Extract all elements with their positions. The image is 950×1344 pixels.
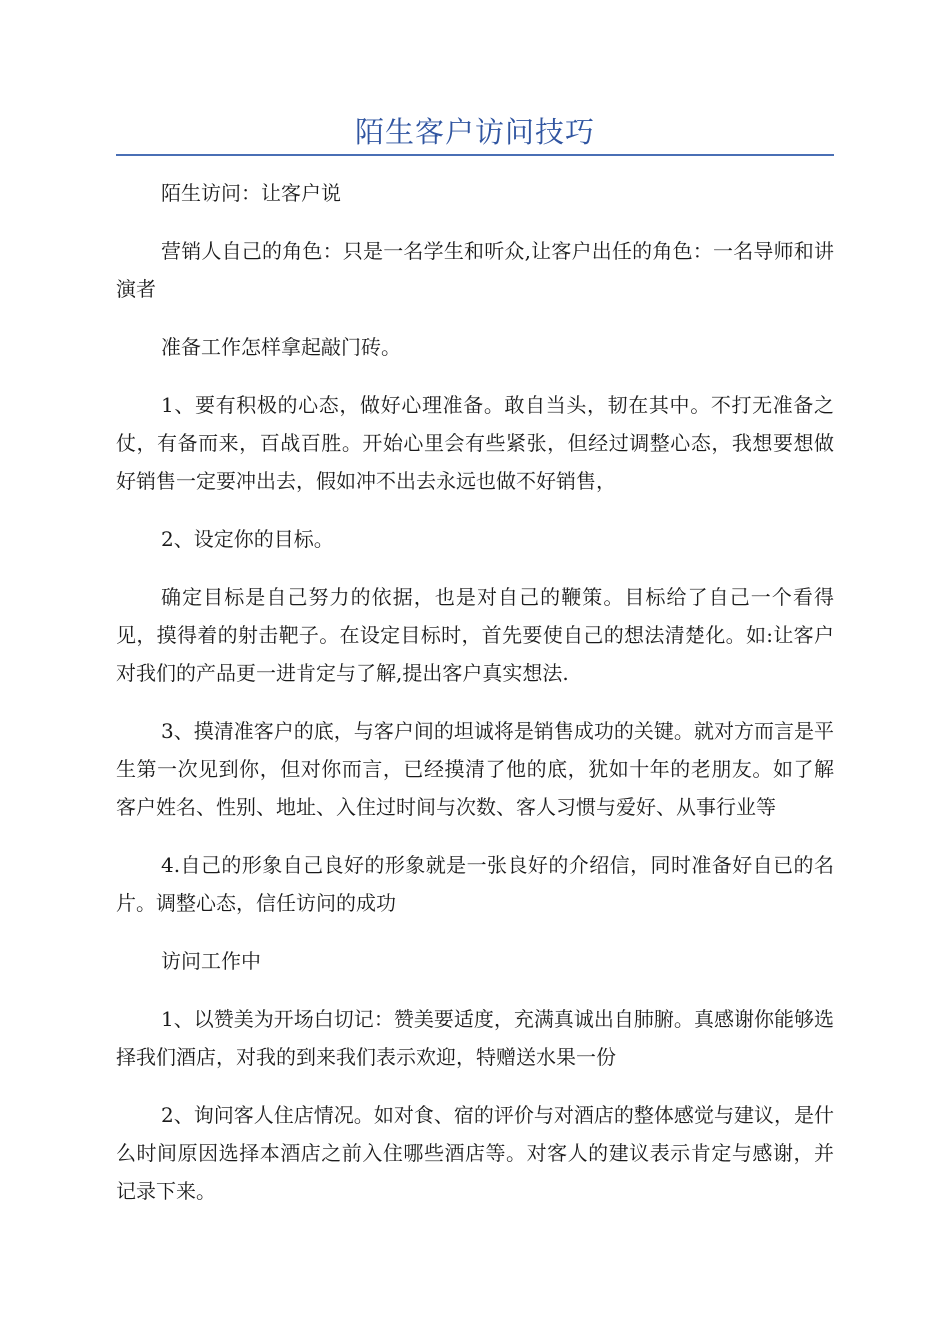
paragraph: 陌生访问：让客户说: [161, 181, 341, 205]
document-title: 陌生客户访问技巧: [354, 115, 595, 149]
paragraph: 4.自己的形象自己良好的形象就是一张良好的介绍信，同时准备好自已的名片。调整心态，信任访问的成功: [116, 853, 834, 915]
paragraph: 2、设定你的目标。: [161, 527, 334, 551]
paragraph: 1、以赞美为开场白切记：赞美要适度，充满真诚出自肺腑。真感谢你能够选择我们酒店，对我的到来我们表示欢迎，特赠送水果一份: [116, 1007, 834, 1069]
paragraph: 营销人自己的角色：只是一名学生和听众,让客户出任的角色：一名导师和讲演者: [116, 239, 834, 301]
paragraph: 1、要有积极的心态，做好心理准备。敢自当头，韧在其中。不打无准备之仗，有备而来，百战百胜。开始心里会有些紧张，但经过调整心态，我想要想做好销售一定要冲出去，假如冲不出去永远也做不好销售，: [116, 393, 834, 493]
paragraph: 准备工作怎样拿起敲门砖。: [161, 335, 401, 359]
paragraph: 2、询问客人住店情况。如对食、宿的评价与对酒店的整体感觉与建议，是什么时间原因选择本酒店之前入住哪些酒店等。对客人的建议表示肯定与感谢，并记录下来。: [116, 1103, 834, 1203]
paragraph: 3、摸清准客户的底，与客户间的坦诚将是销售成功的关键。就对方而言是平生第一次见到你，但对你而言，已经摸清了他的底，犹如十年的老朋友。如了解客户姓名、性别、地址、入住过时间与次数、客人习惯与爱好、从事行业等: [116, 719, 834, 819]
paragraph: 确定目标是自己努力的依据，也是对自己的鞭策。目标给了自己一个看得见，摸得着的射击靶子。在设定目标时，首先要使自己的想法清楚化。如:让客户对我们的产品更一进肯定与了解,提出客户真实想法.: [116, 585, 834, 685]
title-underline: [116, 154, 834, 156]
paragraph: 访问工作中: [161, 949, 261, 973]
document-body: [116, 174, 834, 1230]
